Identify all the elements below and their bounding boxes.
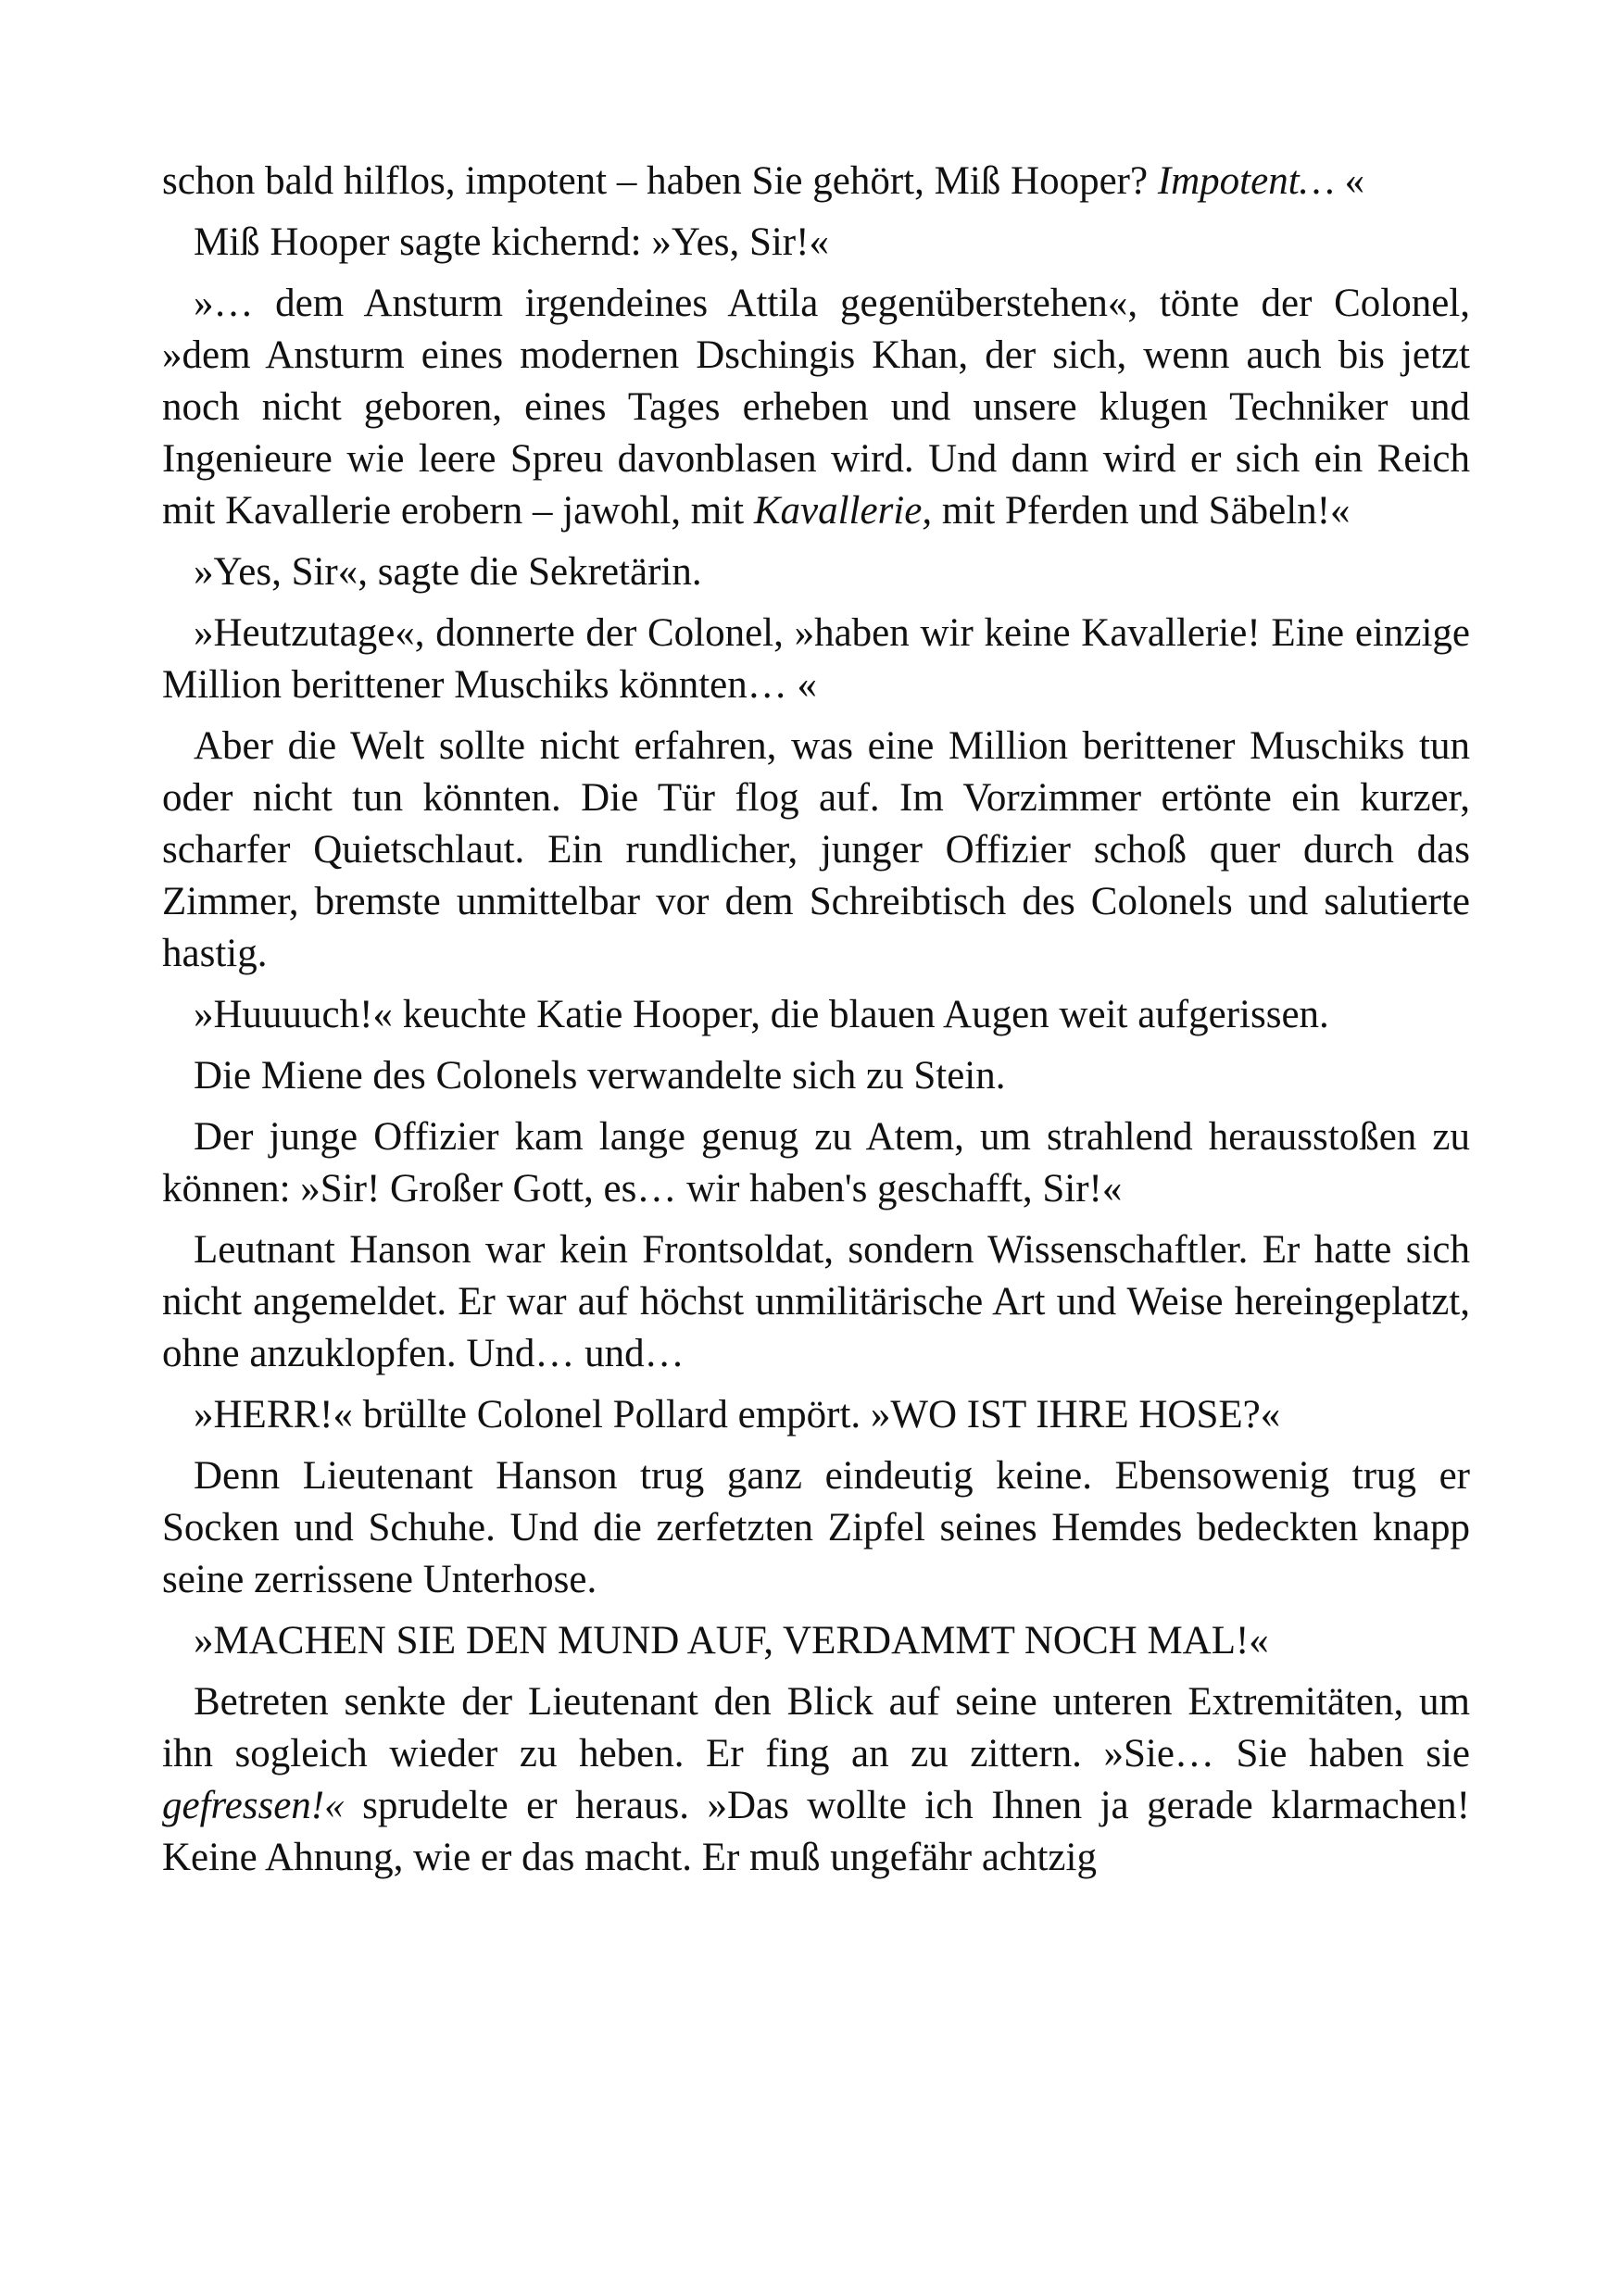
text-run: Aber die Welt sollte nicht erfahren, was eine Million berittener Muschiks tun oder nicht tun könnten. Die Tür flog auf. Im Vorzimmer ertönte ein kurzer, scharfer Quietschlaut. Ein rundlicher, junger Offizier schoß quer durch das Zimmer, bremste unmittelbar vor dem Schreibtisch des Colonels und salutierte hastig.: [162, 724, 1470, 975]
italic-text-run: Kavallerie,: [753, 489, 933, 533]
paragraph: [162, 1450, 1470, 1606]
text-run: «: [1334, 159, 1365, 203]
paragraph: [162, 1224, 1470, 1380]
text-run: »Huuuuch!« keuchte Katie Hooper, die blauen Augen weit aufgerissen.: [194, 993, 1329, 1036]
paragraph: [162, 1676, 1470, 1884]
paragraph: [162, 989, 1470, 1041]
text-run: »MACHEN SIE DEN MUND AUF, VERDAMMT NOCH MAL!«: [194, 1619, 1269, 1662]
paragraph: [162, 546, 1470, 598]
text-run: »HERR!« brüllte Colonel Pollard empört. »WO IST IHRE HOSE?«: [194, 1393, 1281, 1437]
paragraph: [162, 217, 1470, 269]
text-run: Miß Hooper sagte kichernd: »Yes, Sir!«: [194, 220, 829, 264]
text-run: schon bald hilflos, impotent – haben Sie gehört, Miß Hooper?: [162, 159, 1158, 203]
text-run: »… dem Ansturm irgendeines Attila gegenüberstehen«, tönte der Colonel, »dem Ansturm eines modernen Dschingis Khan, der sich, wenn auch bis jetzt noch nicht geboren, eines Tages erheben und unsere klugen Techniker und Ingenieure wie leere Spreu davonblasen wird. Und dann wird er sich ein Reich mit Kavallerie erobern – jawohl, mit: [162, 282, 1470, 533]
text-run: »Heutzutage«, donnerte der Colonel, »haben wir keine Kavallerie! Eine einzige Million berittener Muschiks könnten… «: [162, 611, 1470, 707]
paragraph: [162, 608, 1470, 711]
italic-text-run: gefressen!«: [162, 1784, 345, 1827]
text-run: Denn Lieutenant Hanson trug ganz eindeutig keine. Ebensowenig trug er Socken und Schuhe. Und die zerfetzten Zipfel seines Hemdes bedeckten knapp seine zerrissene Unterhose.: [162, 1454, 1470, 1601]
text-run: Der junge Offizier kam lange genug zu Atem, um strahlend herausstoßen zu können: »Sir! Großer Gott, es… wir haben's geschafft, Sir!«: [162, 1115, 1470, 1211]
body-text: [162, 156, 1470, 1893]
paragraph: [162, 721, 1470, 980]
paragraph: [162, 1111, 1470, 1215]
paragraph: [162, 1615, 1470, 1667]
text-run: sprudelte er heraus. »Das wollte ich Ihnen ja gerade klarmachen! Keine Ahnung, wie er das macht. Er muß ungefähr achtzig: [162, 1784, 1470, 1879]
paragraph: [162, 1050, 1470, 1102]
text-run: Betreten senkte der Lieutenant den Blick auf seine unteren Extremitäten, um ihn sogleich wieder zu heben. Er fing an zu zittern. »Sie… Sie haben sie: [162, 1680, 1470, 1775]
text-run: Leutnant Hanson war kein Frontsoldat, sondern Wissenschaftler. Er hatte sich nicht angemeldet. Er war auf höchst unmilitärische Art und Weise hereingeplatzt, ohne anzuklopfen. Und… und…: [162, 1228, 1470, 1375]
italic-text-run: Impotent…: [1157, 159, 1335, 203]
text-run: mit Pferden und Säbeln!«: [932, 489, 1351, 533]
paragraph: [162, 1389, 1470, 1441]
text-run: Die Miene des Colonels verwandelte sich zu Stein.: [194, 1054, 1006, 1098]
paragraph: [162, 278, 1470, 537]
paragraph: [162, 156, 1470, 207]
text-run: »Yes, Sir«, sagte die Sekretärin.: [194, 550, 702, 594]
